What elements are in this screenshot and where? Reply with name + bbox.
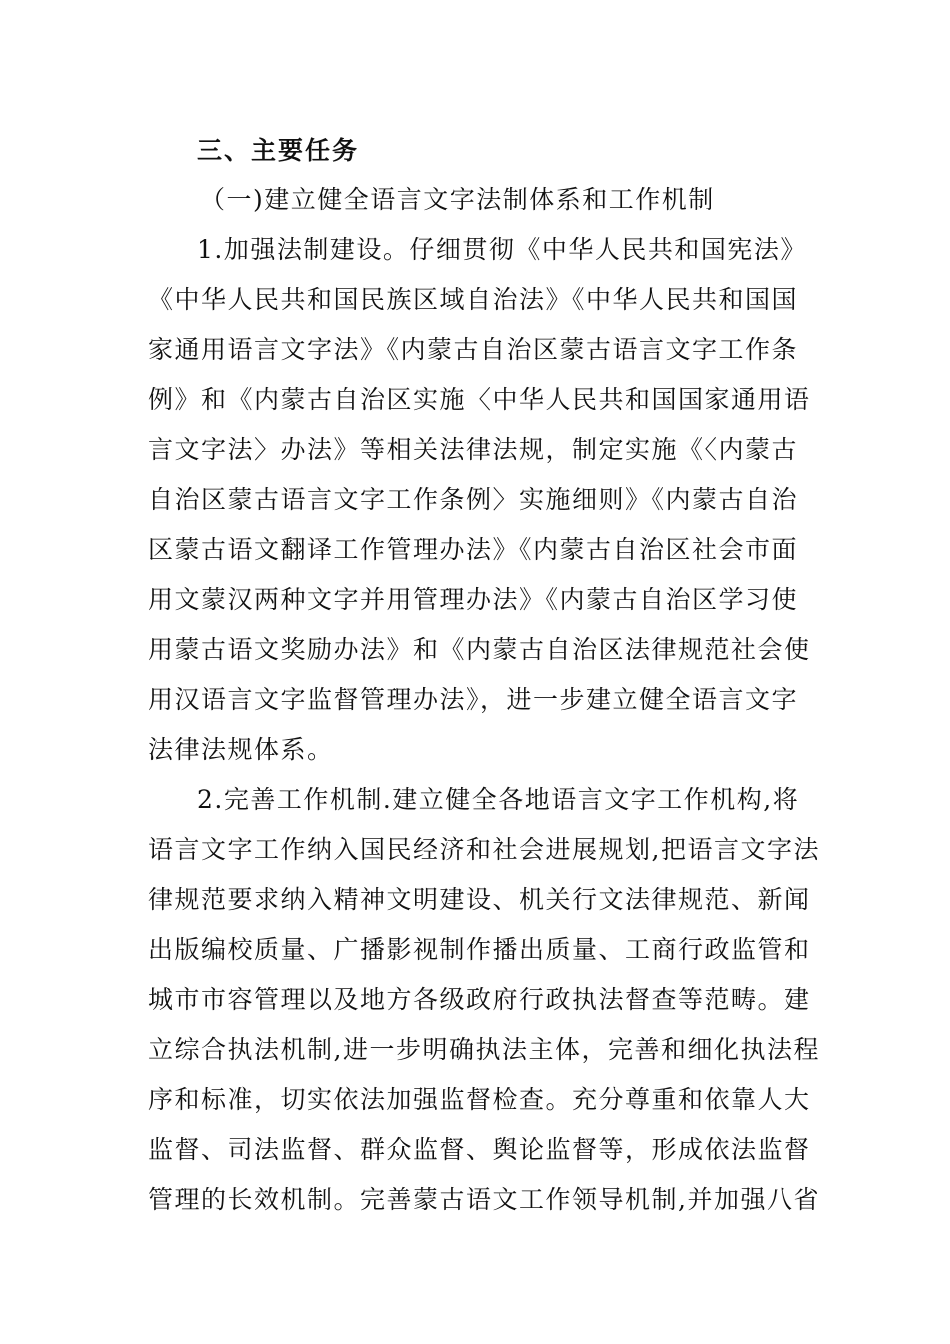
paragraph-line: 出版编校质量、广播影视制作播出质量、工商行政监管和 [148, 935, 811, 964]
paragraph-line: 管理的长效机制。完善蒙古语文工作领导机制,并加强八省 [148, 1185, 820, 1214]
paragraph-line: 用蒙古语文奖励办法》和《内蒙古自治区法律规范社会使 [148, 635, 811, 664]
paragraph-line: 1.加强法制建设。仔细贯彻《中华人民共和国宪法》 [197, 235, 807, 264]
paragraph-line: 区蒙古语文翻译工作管理办法》《内蒙古自治区社会市面 [148, 535, 799, 564]
paragraph-line: 城市市容管理以及地方各级政府行政执法督查等范畴。建 [148, 985, 811, 1014]
paragraph-line: 2.完善工作机制.建立健全各地语言文字工作机构,将 [197, 785, 800, 814]
paragraph-line: 用文蒙汉两种文字并用管理办法》《内蒙古自治区学习使 [148, 585, 799, 614]
paragraph-line: 律规范要求纳入精神文明建设、机关行文法律规范、新闻 [148, 885, 811, 914]
paragraph-line: 例》和《内蒙古自治区实施〈中华人民共和国国家通用语 [148, 385, 811, 414]
section-heading: 三、主要任务 [197, 136, 360, 165]
paragraph-line: 法律法规体系。 [148, 735, 334, 764]
subsection-heading: （一)建立健全语言文字法制体系和工作机制 [200, 185, 715, 214]
paragraph-line: 自治区蒙古语言文字工作条例〉实施细则》《内蒙古自治 [148, 485, 799, 514]
paragraph-line: 家通用语言文字法》《内蒙古自治区蒙古语言文字工作条 [148, 335, 799, 364]
paragraph-line: 立综合执法机制,进一步明确执法主体，完善和细化执法程 [148, 1035, 820, 1064]
paragraph-line: 监督、司法监督、群众监督、舆论监督等，形成依法监督 [148, 1135, 811, 1164]
paragraph-line: 序和标准，切实依法加强监督检查。充分尊重和依靠人大 [148, 1085, 811, 1114]
paragraph-line: 《中华人民共和国民族区域自治法》《中华人民共和国国 [148, 285, 799, 314]
paragraph-line: 语言文字工作纳入国民经济和社会进展规划,把语言文字法 [148, 835, 820, 864]
paragraph-line: 用汉语言文字监督管理办法》，进一步建立健全语言文字 [148, 685, 799, 714]
paragraph-line: 言文字法〉办法》等相关法律法规，制定实施《〈内蒙古 [148, 435, 799, 464]
